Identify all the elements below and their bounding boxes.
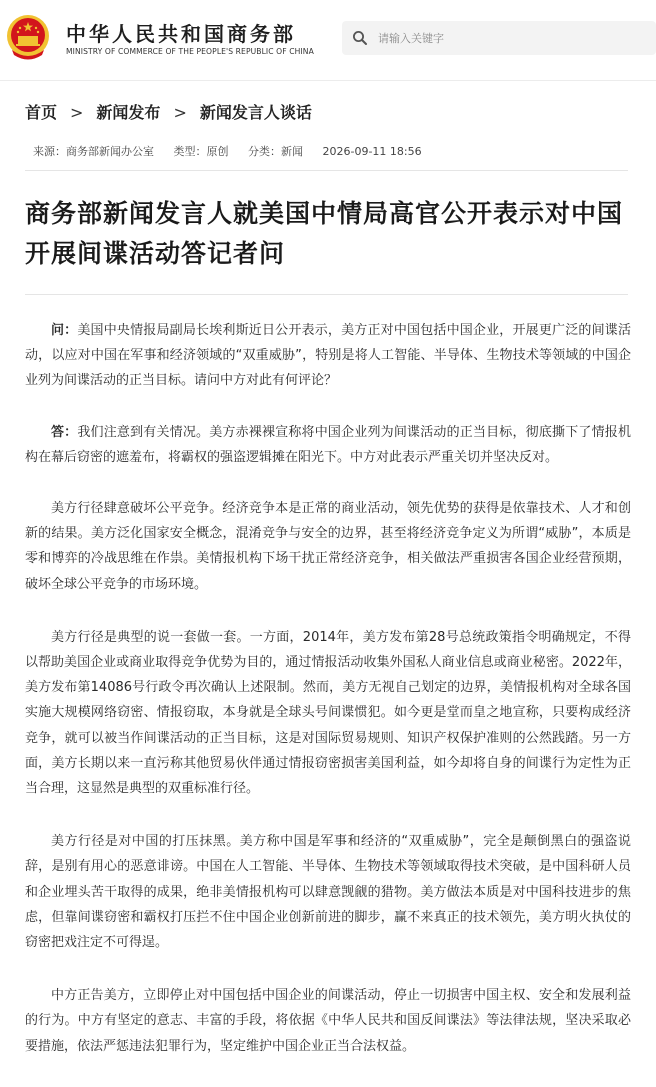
body-paragraph: 美方行径是对中国的打压抹黑。美方称中国是军事和经济的“双重威胁”，完全是颠倒黑白的强盗说辞，是别有用心的恶意诽谤。中国在人工智能、半导体、生物技术等领域取得技术突破，是中国科研人员和企业埋头苦干取得的成果，绝非美情报机构可以肆意觊觎的猎物。美方做法本质是对中国科技进步的焦虑，但靠间谍窃密和霸权打压拦不住中国企业创新前进的脚步，赢不来真正的技术领先，美方明火执仗的窃密把戏注定不可得逞。 (25, 834, 631, 951)
search-input[interactable] (378, 21, 648, 55)
meta-datetime: 2026-09-11 18:56 (322, 145, 422, 158)
body-paragraph: 中方正告美方，立即停止对中国包括中国企业的间谍活动，停止一切损害中国主权、安全和发展利益的行为。中方有坚定的意志、丰富的手段，将依据《中华人民共和国反间谍法》等法律法规，坚决采取必要措施，依法严惩违法犯罪行为，坚定维护中国企业正当合法权益。 (25, 988, 631, 1054)
body-paragraph: 美方行径肆意破坏公平竞争。经济竞争本是正常的商业活动，领先优势的获得是依靠技术、人才和创新的结果。美方泛化国家安全概念，混淆竞争与安全的边界，甚至将经济竞争定义为所谓“威胁”，本质是零和博弈的冷战思维在作祟。美情报机构下场干扰正常经济竞争，相关做法严重损害各国企业经营预期，破坏全球公平竞争的市场环境。 (25, 501, 631, 592)
site-header (0, 0, 656, 81)
search-icon[interactable] (352, 30, 368, 46)
breadcrumb-home[interactable]: 首页 (25, 103, 58, 122)
breadcrumb-separator: > (70, 103, 84, 122)
meta-type: 类型：原创 (173, 145, 229, 158)
meta-source: 来源：商务部新闻办公室 (33, 145, 154, 158)
site-name-cn[interactable]: 中华人民共和国商务部 (66, 22, 296, 46)
breadcrumb-spokesperson-talks[interactable]: 新闻发言人谈话 (199, 103, 312, 122)
site-name-en: MINISTRY OF COMMERCE OF THE PEOPLE'S REPUBLIC OF CHINA (66, 47, 314, 56)
question-text: 美国中央情报局副局长埃利斯近日公开表示，美方正对中国包括中国企业，开展更广泛的间谍活动，以应对中国在军事和经济领域的“双重威胁”，特别是将人工智能、半导体、生物技术等领域的中国企业列为间谍活动的正当目标。请问中方对此有何评论？ (25, 323, 631, 389)
question-paragraph (25, 318, 631, 394)
meta-divider (25, 170, 628, 171)
article-meta (33, 143, 438, 159)
breadcrumb-news-release[interactable]: 新闻发布 (96, 103, 161, 122)
article-title: 商务部新闻发言人就美国中情局高官公开表示对中国开展间谍活动答记者问 (25, 199, 624, 268)
answer-paragraph (25, 420, 631, 470)
answer-label: 答： (51, 424, 78, 440)
meta-category: 分类：新闻 (248, 145, 303, 158)
breadcrumb (25, 100, 312, 123)
search-box[interactable] (342, 21, 656, 55)
question-label: 问： (51, 323, 78, 338)
title-divider (25, 294, 628, 295)
body-paragraph: 美方行径是典型的说一套做一套。一方面，2014年，美方发布第28号总统政策指令明确规定，不得以帮助美国企业或商业取得竞争优势为目的，通过情报活动收集外国私人商业信息或商业秘密。2022年，美方发布第14086号行政令再次确认上述限制。然而，美方无视自己划定的边界，美情报机构对全球各国实施大规模网络窃密、情报窃取，本身就是全球头号间谍惯犯。如今更是堂而皇之地宣称，只要构成经济竞争，就可以被当作间谍活动的正当目标，这是对国际贸易规则、知识产权保护准则的公然践踏。另一方面，美方长期以来一直污称其他贸易伙伴通过情报窃密损害美国利益，如今却将自身的间谍行为定性为正当合理，这显然是典型的双重标准行径。 (25, 629, 631, 797)
breadcrumb-separator: > (173, 103, 187, 122)
national-emblem-icon[interactable] (6, 14, 50, 60)
article-body (25, 318, 631, 1087)
answer-text: 我们注意到有关情况。美方赤裸裸宣称将中国企业列为间谍活动的正当目标，彻底撕下了情报机构在幕后窃密的遮羞布，将霸权的强盗逻辑摊在阳光下。中方对此表示严重关切并坚决反对。 (25, 424, 631, 465)
